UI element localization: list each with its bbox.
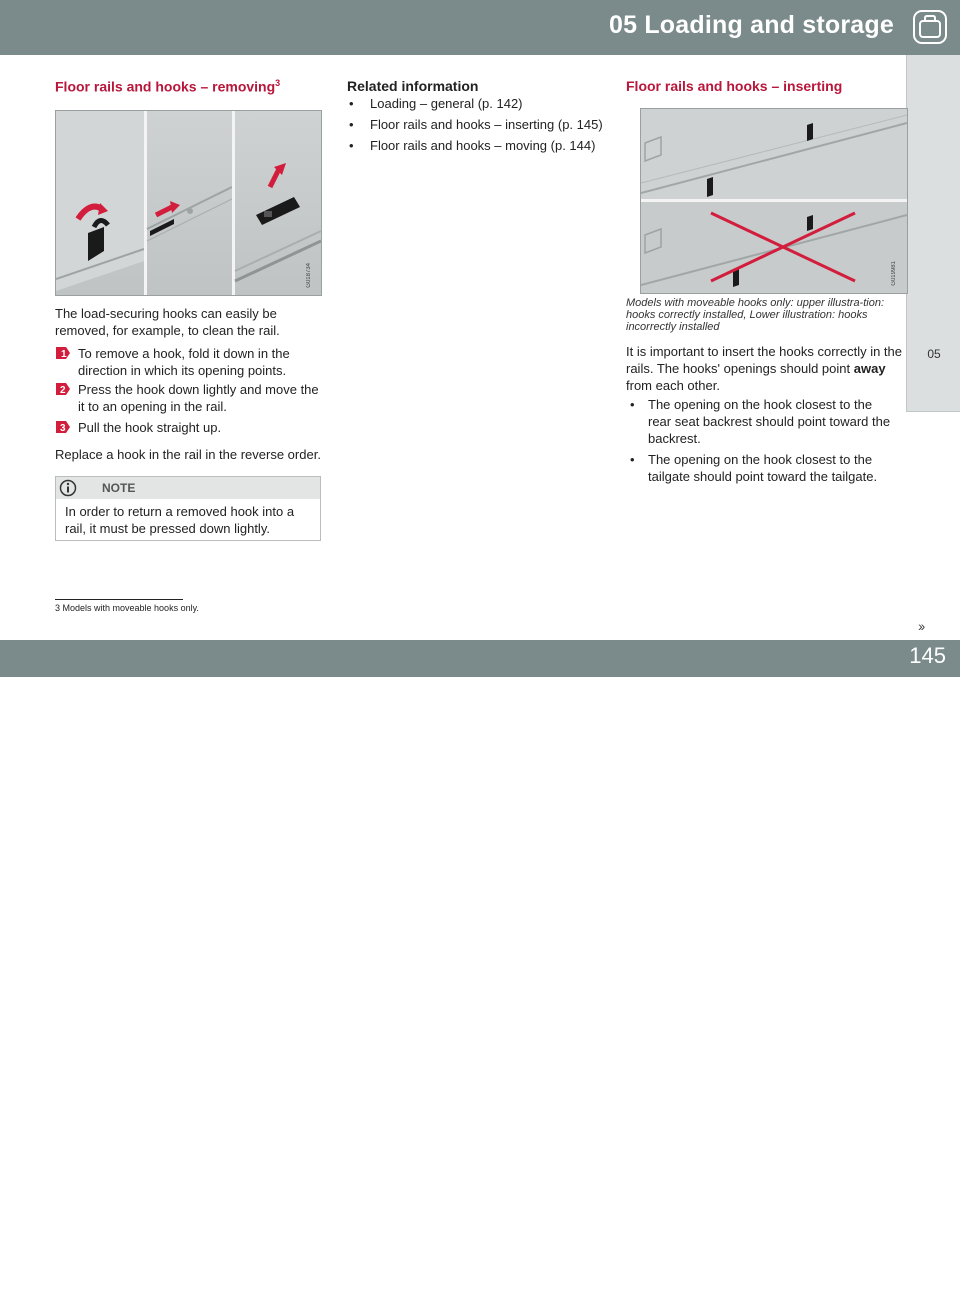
chapter-side-tab: [906, 55, 960, 412]
watermark: carmanualsonline.info: [548, 1282, 835, 1312]
bullet: •: [349, 138, 354, 153]
related-item-text: Loading – general (p. 142): [370, 96, 523, 111]
removing-title: [55, 78, 280, 95]
bullet: •: [349, 96, 354, 111]
related-info-list: [347, 96, 603, 159]
bullet-text: The opening on the hook closest to the tailgate should point toward the tailgate.: [648, 452, 878, 484]
related-item-text: Floor rails and hooks – inserting (p. 145): [370, 117, 603, 132]
info-icon: [59, 479, 77, 497]
figure-caption: Models with moveable hooks only: upper illustra-tion: hooks correctly installed, Lower illustration: hooks incorrectly installed: [626, 297, 885, 333]
note-box: [55, 476, 321, 541]
related-item-text: Floor rails and hooks – moving (p. 144): [370, 138, 596, 153]
step-2-badge: [56, 382, 70, 396]
footnote-ref: 3: [275, 78, 281, 88]
chapter-number: 05: [927, 347, 941, 361]
chapter-title: 05 Loading and storage: [608, 11, 894, 39]
inserting-figure: [640, 108, 908, 294]
note-text: In order to return a removed hook into a rail, it must be pressed down lightly.: [65, 504, 295, 536]
related-info-title: Related information: [347, 78, 479, 94]
footnote-divider: [55, 599, 183, 600]
bag-icon: [912, 9, 948, 45]
removing-title-text: Floor rails and hooks – removing: [55, 78, 276, 95]
bullet: •: [630, 397, 635, 412]
note-title: NOTE: [102, 481, 136, 495]
note-header: [56, 477, 320, 499]
page-header: [0, 0, 960, 55]
step-3: [56, 419, 326, 437]
related-item[interactable]: [347, 96, 603, 117]
bullet: •: [349, 117, 354, 132]
step-1-number: 1: [61, 349, 67, 360]
page-footer: [0, 640, 960, 1312]
step-2: [56, 381, 326, 417]
figure-code: G018734: [306, 263, 312, 288]
removing-outro: Replace a hook in the rail in the reverse order.: [55, 447, 321, 462]
removing-figure: [55, 110, 322, 296]
step-1: [56, 345, 326, 381]
inserting-paragraph: [626, 343, 902, 394]
related-item[interactable]: [347, 117, 603, 138]
step-3-text: Pull the hook straight up.: [78, 420, 222, 435]
step-3-badge: [56, 420, 70, 434]
paragraph-emphasis: away: [853, 361, 886, 376]
page-number: 145: [909, 643, 946, 668]
removing-intro: The load-securing hooks can easily be removed, for example, to clean the rail.: [55, 306, 280, 338]
paragraph-text: It is important to insert the hooks correctly in the rails. The hooks' openings should point: [626, 344, 903, 376]
step-2-number: 2: [60, 385, 66, 396]
bullet-text: The opening on the hook closest to the rear seat backrest should point toward the backrest.: [648, 397, 891, 446]
inserting-title: Floor rails and hooks – inserting: [626, 78, 843, 94]
bullet-item: [626, 396, 896, 447]
footnote: 3 Models with moveable hooks only.: [55, 603, 199, 613]
bullet: •: [630, 452, 635, 467]
step-2-text: Press the hook down lightly and move the it to an opening in the rail.: [78, 382, 319, 414]
step-1-text: To remove a hook, fold it down in the direction in which its opening points.: [78, 346, 290, 378]
removing-illustration: [56, 111, 321, 295]
bullet-item: [626, 451, 896, 485]
related-item[interactable]: [347, 138, 603, 159]
figure-code: G019981: [891, 261, 897, 286]
step-3-number: 3: [60, 423, 66, 434]
inserting-bullets: [626, 396, 896, 489]
step-1-badge: [56, 346, 70, 360]
inserting-illustration: [641, 109, 907, 293]
paragraph-text-end: from each other.: [626, 378, 720, 393]
next-page-arrows: ››: [918, 618, 924, 634]
